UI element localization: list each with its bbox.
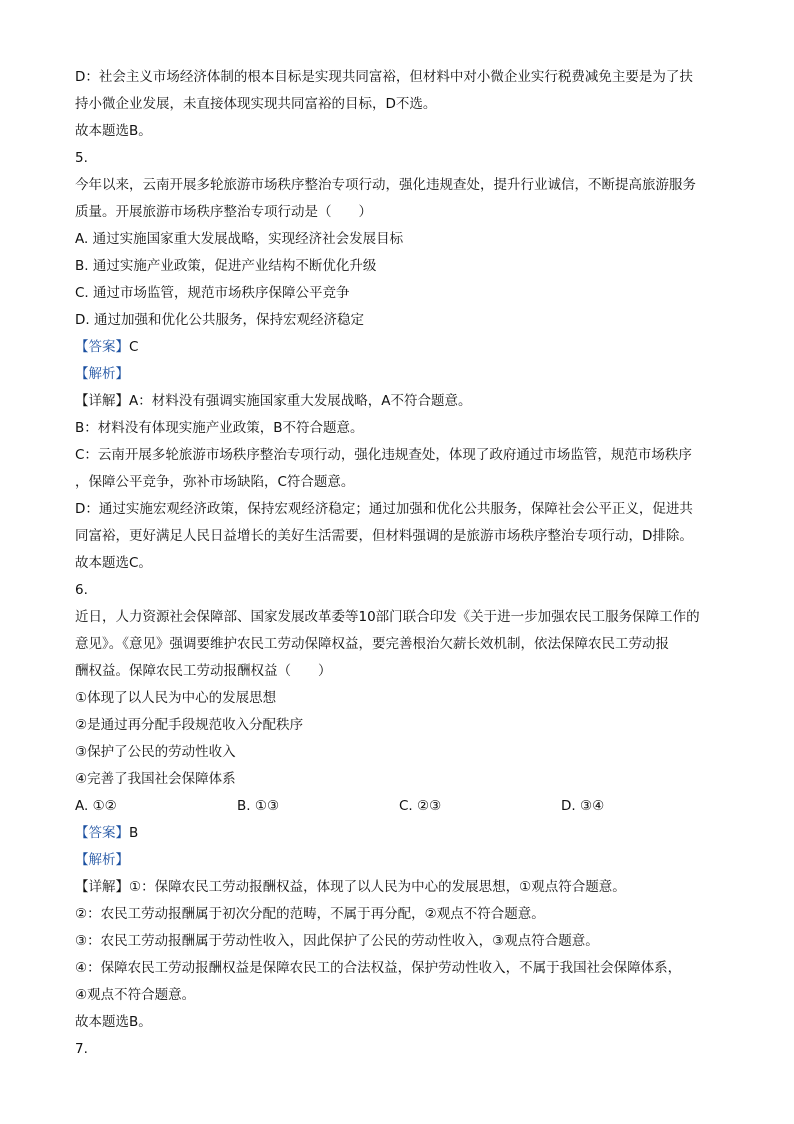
option-d: D. ③④	[561, 798, 605, 814]
text-line: D：通过实施宏观经济政策，保持宏观经济稳定；通过加强和优化公共服务，保障社会公平正义，促进共	[75, 501, 693, 517]
detail-line	[75, 388, 725, 415]
answer-value: C	[129, 339, 139, 355]
answer-line	[75, 334, 725, 361]
question-stem: 酬权益。保障农民工劳动报酬权益（ ）	[75, 663, 332, 679]
text-line: 持小微企业发展，未直接体现实现共同富裕的目标，D不选。	[75, 96, 437, 112]
text-line: 故本题选C。	[75, 555, 152, 571]
text-line: D：社会主义市场经济体制的根本目标是实现共同富裕，但材料中对小微企业实行税费减免主要是为了扶	[75, 69, 693, 85]
question-stem: 意见》。《意见》强调要维护农民工劳动保障权益，要完善根治欠薪长效机制，依法保障农民工劳动报	[75, 636, 669, 652]
statement-1: ①体现了以人民为中心的发展思想	[75, 690, 277, 706]
question-stem: 今年以来，云南开展多轮旅游市场秩序整治专项行动，强化违规查处，提升行业诚信，不断提高旅游服务	[75, 177, 696, 193]
text-line: ，保障公平竞争，弥补市场缺陷，C符合题意。	[75, 474, 355, 490]
text-line: C：云南开展多轮旅游市场秩序整治专项行动，强化违规查处，体现了政府通过市场监管，规范市场秩序	[75, 447, 692, 463]
question-number: 7.	[75, 1041, 88, 1057]
answer-tag: 【答案】	[75, 825, 129, 841]
statement-3: ③保护了公民的劳动性收入	[75, 744, 236, 760]
detail-text: ①：保障农民工劳动报酬权益，体现了以人民为中心的发展思想，①观点符合题意。	[129, 879, 626, 895]
analysis-tag: 【解析】	[75, 366, 129, 382]
statement-4: ④完善了我国社会保障体系	[75, 771, 236, 787]
text-line: ②：农民工劳动报酬属于初次分配的范畴，不属于再分配，②观点不符合题意。	[75, 906, 545, 922]
text-line: ③：农民工劳动报酬属于劳动性收入，因此保护了公民的劳动性收入，③观点符合题意。	[75, 933, 599, 949]
answer-tag: 【答案】	[75, 339, 129, 355]
option-c: C. ②③	[399, 798, 442, 814]
text-line: 故本题选B。	[75, 1014, 152, 1030]
text-line: ④观点不符合题意。	[75, 987, 196, 1003]
answer-line	[75, 820, 725, 847]
option-b: B. ①③	[237, 798, 280, 814]
option-a: A. 通过实施国家重大发展战略，实现经济社会发展目标	[75, 231, 404, 247]
detail-tag: 【详解】	[75, 879, 129, 895]
document-page	[75, 64, 725, 1063]
text-line: ④：保障农民工劳动报酬权益是保障农民工的合法权益，保护劳动性收入，不属于我国社会保障体系，	[75, 960, 682, 976]
analysis-tag: 【解析】	[75, 852, 129, 868]
option-a: A. ①②	[75, 798, 117, 814]
question-stem: 质量。开展旅游市场秩序整治专项行动是（ ）	[75, 204, 372, 220]
text-line: 故本题选B。	[75, 123, 152, 139]
detail-tag: 【详解】	[75, 393, 129, 409]
question-number: 6.	[75, 582, 88, 598]
option-c: C. 通过市场监管，规范市场秩序保障公平竞争	[75, 285, 350, 301]
answer-value: B	[129, 825, 139, 841]
statement-2: ②是通过再分配手段规范收入分配秩序	[75, 717, 304, 733]
options-row	[75, 793, 725, 820]
question-stem: 近日，人力资源社会保障部、国家发展改革委等10部门联合印发《关于进一步加强农民工服务保障工作的	[75, 609, 700, 625]
text-line: B：材料没有体现实施产业政策，B不符合题意。	[75, 420, 364, 436]
option-d: D. 通过加强和优化公共服务，保持宏观经济稳定	[75, 312, 364, 328]
option-b: B. 通过实施产业政策，促进产业结构不断优化升级	[75, 258, 377, 274]
detail-text: A：材料没有强调实施国家重大发展战略，A不符合题意。	[129, 393, 472, 409]
detail-line	[75, 874, 725, 901]
question-number: 5.	[75, 150, 88, 166]
text-line: 同富裕，更好满足人民日益增长的美好生活需要，但材料强调的是旅游市场秩序整治专项行动，D排除。	[75, 528, 693, 544]
